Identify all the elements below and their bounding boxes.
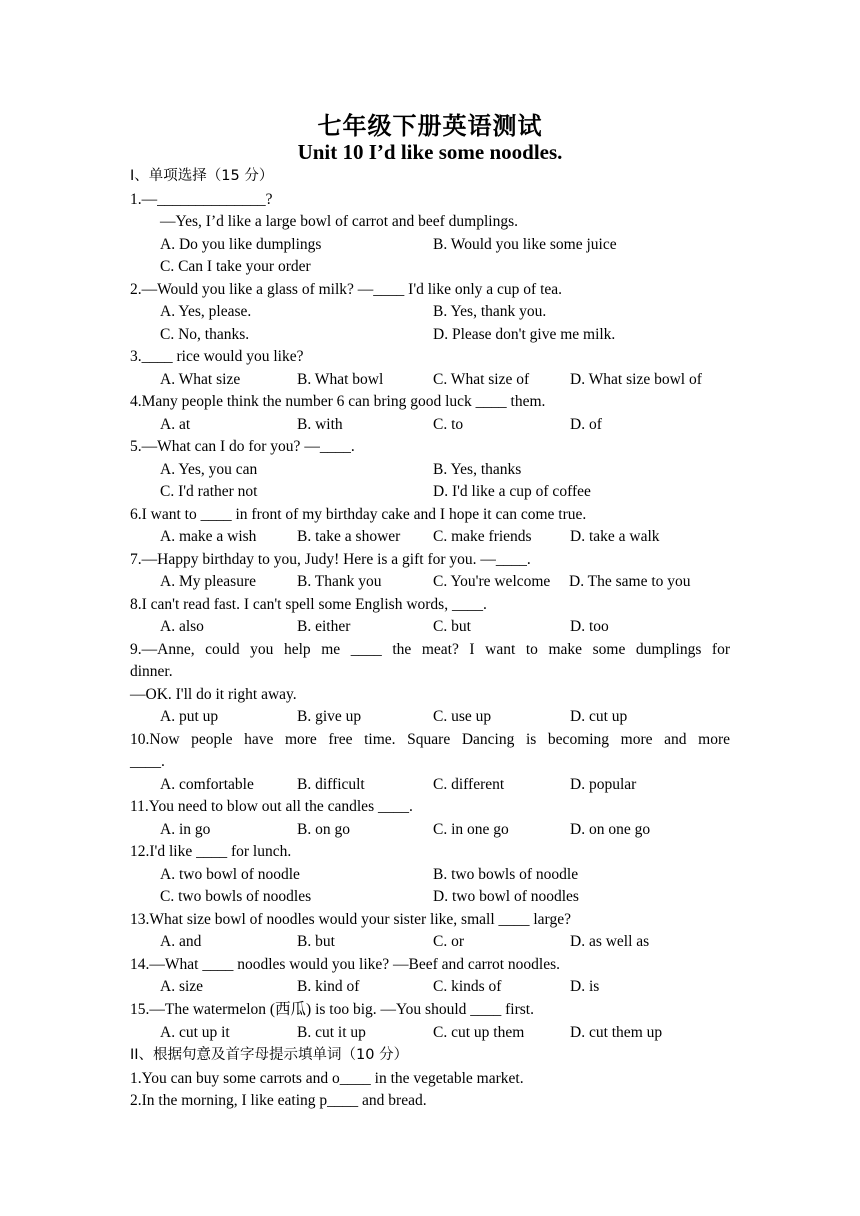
option-c: C. make friends: [433, 528, 532, 545]
option-b: B. Would you like some juice: [433, 236, 617, 253]
option-c: C. Can I take your order: [160, 258, 311, 275]
options-row: [160, 256, 760, 278]
section-heading: II、根据句意及首字母提示填单词（10 分）: [130, 1047, 409, 1063]
option-d: D. is: [570, 978, 600, 995]
question-stem: 8.I can't read fast. I can't spell some English words, ____.: [130, 596, 487, 613]
option-d: D. as well as: [570, 933, 650, 950]
options-row: [160, 234, 760, 256]
option-c: C. You're welcome: [433, 573, 551, 590]
option-a: A. put up: [160, 708, 219, 725]
option-c: C. in one go: [433, 821, 509, 838]
question-stem: 15.—The watermelon (西瓜) is too big. —You should ____ first.: [130, 1001, 534, 1018]
option-c: C. or: [433, 933, 464, 950]
question-stem: 12.I'd like ____ for lunch.: [130, 843, 292, 860]
option-c: C. No, thanks.: [160, 326, 250, 343]
option-c: C. I'd rather not: [160, 483, 258, 500]
options-row: [160, 976, 760, 998]
option-b: B. two bowls of noodle: [433, 866, 579, 883]
option-a: A. comfortable: [160, 776, 254, 793]
option-c: C. two bowls of noodles: [160, 888, 312, 905]
options-row: [160, 571, 760, 593]
option-d: D. What size bowl of: [570, 371, 702, 388]
option-c: C. cut up them: [433, 1024, 525, 1041]
option-c: C. use up: [433, 708, 492, 725]
option-b: B. What bowl: [297, 371, 384, 388]
question-stem: 1.—______________?: [130, 191, 273, 208]
question-stem: 4.Many people think the number 6 can bring good luck ____ them.: [130, 393, 546, 410]
option-d: D. cut up: [570, 708, 628, 725]
option-b: B. difficult: [297, 776, 365, 793]
option-a: A. size: [160, 978, 204, 995]
option-d: D. The same to you: [569, 573, 691, 590]
option-b: B. Yes, thank you.: [433, 303, 547, 320]
options-row: [160, 1022, 760, 1044]
options-row: [160, 324, 760, 346]
options-row: [160, 864, 760, 886]
option-b: B. cut it up: [297, 1024, 366, 1041]
options-row: [160, 616, 760, 638]
option-c: C. different: [433, 776, 505, 793]
options-row: [160, 774, 760, 796]
option-b: B. take a shower: [297, 528, 401, 545]
option-a: A. in go: [160, 821, 211, 838]
option-b: B. Thank you: [297, 573, 382, 590]
unit-subtitle: Unit 10 I’d like some noodles.: [297, 140, 563, 164]
option-d: D. popular: [570, 776, 637, 793]
option-c: C. kinds of: [433, 978, 502, 995]
option-a: A. at: [160, 416, 191, 433]
option-b: B. Yes, thanks: [433, 461, 522, 478]
option-a: A. two bowl of noodle: [160, 866, 300, 883]
options-row: [160, 526, 760, 548]
question-stem: 7.—Happy birthday to you, Judy! Here is a gift for you. —____.: [130, 551, 531, 568]
options-row: [160, 369, 760, 391]
question-stem: 11.You need to blow out all the candles ____.: [130, 798, 413, 815]
option-c: C. What size of: [433, 371, 530, 388]
option-a: A. Yes, please.: [160, 303, 252, 320]
option-a: A. make a wish: [160, 528, 257, 545]
options-row: [160, 414, 760, 436]
question-stem-continued: dinner.: [130, 663, 173, 680]
option-a: A. Do you like dumplings: [160, 236, 322, 253]
question-stem: 13.What size bowl of noodles would your sister like, small ____ large?: [130, 911, 571, 928]
question-stem: 10.Now people have more free time. Square Dancing is becoming more and more: [130, 731, 730, 748]
option-a: A. Yes, you can: [160, 461, 258, 478]
option-d: D. two bowl of noodles: [433, 888, 579, 905]
question-stem: 3.____ rice would you like?: [130, 348, 304, 365]
option-d: D. too: [570, 618, 609, 635]
options-row: [160, 301, 760, 323]
option-d: D. on one go: [570, 821, 651, 838]
option-d: D. take a walk: [570, 528, 660, 545]
option-a: A. My pleasure: [160, 573, 256, 590]
fill-question: 2.In the morning, I like eating p____ and bread.: [130, 1092, 427, 1109]
options-row: [160, 706, 760, 728]
option-c: C. to: [433, 416, 464, 433]
option-b: B. give up: [297, 708, 362, 725]
question-stem: 5.—What can I do for you? —____.: [130, 438, 355, 455]
question-stem: 6.I want to ____ in front of my birthday cake and I hope it can come true.: [130, 506, 587, 523]
page-title: 七年级下册英语测试: [317, 114, 543, 140]
options-row: [160, 481, 760, 503]
question-stem: 9.—Anne, could you help me ____ the meat? I want to make some dumplings for: [130, 641, 730, 658]
option-a: A. What size: [160, 371, 241, 388]
option-b: B. with: [297, 416, 343, 433]
option-b: B. but: [297, 933, 335, 950]
option-a: A. also: [160, 618, 204, 635]
question-stem: 2.—Would you like a glass of milk? —____ I'd like only a cup of tea.: [130, 281, 563, 298]
options-row: [160, 886, 760, 908]
option-d: D. cut them up: [570, 1024, 663, 1041]
question-stem: 14.—What ____ noodles would you like? —Beef and carrot noodles.: [130, 956, 561, 973]
option-c: C. but: [433, 618, 471, 635]
options-row: [160, 819, 760, 841]
options-row: [160, 931, 760, 953]
option-b: B. on go: [297, 821, 350, 838]
option-a: A. cut up it: [160, 1024, 230, 1041]
option-d: D. Please don't give me milk.: [433, 326, 616, 343]
option-d: D. of: [570, 416, 602, 433]
section-heading: I、单项选择（15 分）: [130, 168, 274, 184]
option-b: B. kind of: [297, 978, 360, 995]
fill-question: 1.You can buy some carrots and o____ in the vegetable market.: [130, 1070, 524, 1087]
question-stem-continued: ____.: [130, 753, 165, 770]
question-reply: —OK. I'll do it right away.: [130, 686, 297, 703]
options-row: [160, 459, 760, 481]
option-d: D. I'd like a cup of coffee: [433, 483, 591, 500]
option-a: A. and: [160, 933, 202, 950]
option-b: B. either: [297, 618, 351, 635]
question-reply: —Yes, I’d like a large bowl of carrot and beef dumplings.: [160, 213, 518, 230]
